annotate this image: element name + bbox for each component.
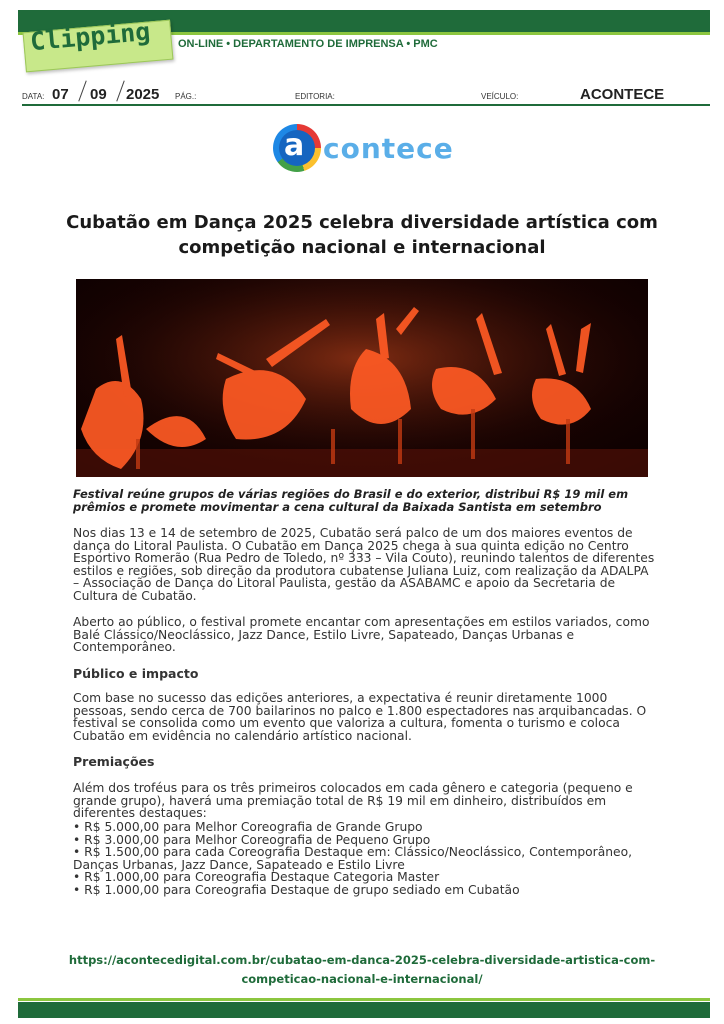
list-item: • R$ 3.000,00 para Melhor Coreografia de Pequeno Grupo (73, 834, 657, 847)
date-year: 2025 (126, 86, 160, 103)
paragraph-styles: Aberto ao público, o festival promete encantar com apresentações em estilos variados, como Balé Clássico/Neoclássico, Jazz Dance, Estilo Livre, Sapateado, Danças Urbanas e Contemporâneo. (73, 615, 650, 654)
paragraph-prizes: Além dos troféus para os três primeiros colocados em cada gênero e categoria (pequeno e grande grupo), haverá uma premiação total de R$ 19 mil em dinheiro, distribuídos em diferentes destaques: (73, 781, 633, 820)
list-item: • R$ 1.500,00 para cada Coreografia Destaque em: Clássico/Neoclássico, Contemporâneo, Danças Urbanas, Jazz Dance, Sapateado e Estilo Livre (73, 846, 657, 871)
date-day: 07 (52, 86, 69, 103)
bottom-band (18, 1002, 710, 1018)
article-headline: Cubatão em Dança 2025 celebra diversidade artística com competição nacional e internacional (66, 212, 658, 258)
prize-list (73, 821, 657, 896)
dancers-photo (76, 279, 648, 477)
date-month: 09 (90, 86, 107, 103)
section-label: EDITORIA: (295, 92, 335, 101)
paragraph-intro: Nos dias 13 e 14 de setembro de 2025, Cubatão será palco de um dos maiores eventos de dança do Litoral Paulista. O Cubatão em Dança 2025 chega à sua quinta edição no Centro Esportivo Romerão (Rua Pedro de Toledo, nº 333 – Vila Couto), reunindo talentos de diferentes estilos e regiões, sob direção da produtora cubatense Juliana Luiz, com realização da ADALPA – Associação de Dança do Litoral Paulista, gestão da ASABAMC e apoio da Secretaria de Cultura de Cubatão. (73, 526, 655, 603)
dancers-illustration (76, 279, 648, 477)
heading-public-impact: Público e impacto (73, 666, 199, 681)
date-label: DATA: (22, 92, 45, 101)
logo-wordmark: contece (323, 132, 454, 165)
list-item: • R$ 1.000,00 para Coreografia Destaque Categoria Master (73, 871, 657, 884)
source-link[interactable]: https://acontecedigital.com.br/cubatao-em-danca-2025-celebra-diversidade-artistica-com-competicao-nacional-e-internacional/ (68, 953, 656, 986)
heading-prizes: Premiações (73, 754, 155, 769)
logo-letter: a (284, 128, 305, 163)
bottom-band-accent (18, 998, 710, 1001)
page-label: PÁG.: (175, 92, 197, 101)
clipping-label: Clipping (28, 16, 152, 57)
acontece-logo (273, 124, 453, 174)
list-item: • R$ 1.000,00 para Coreografia Destaque de grupo sediado em Cubatão (73, 884, 657, 897)
paragraph-audience: Com base no sucesso das edições anteriores, a expectativa é reunir diretamente 1000 pessoas, sendo cerca de 700 bailarinos no palco e 1.800 espectadores nas arquibancadas. O festival se consolida como um evento que valoriza a cultura, fomenta o turismo e coloca Cubatão em evidência no calendário artístico nacional. (73, 691, 647, 743)
vehicle-name: ACONTECE (580, 86, 665, 103)
vehicle-label: VEÍCULO: (481, 92, 519, 101)
department-label: ON-LINE • DEPARTAMENTO DE IMPRENSA • PMC (178, 38, 438, 50)
article-subtitle: Festival reúne grupos de várias regiões do Brasil e do exterior, distribui R$ 19 mil em prêmios e promete movimentar a cena cultural da Baixada Santista em setembro (73, 487, 629, 514)
date-separator (78, 80, 86, 101)
date-separator (116, 80, 124, 101)
list-item: • R$ 5.000,00 para Melhor Coreografia de Grande Grupo (73, 821, 657, 834)
meta-divider (22, 104, 710, 106)
